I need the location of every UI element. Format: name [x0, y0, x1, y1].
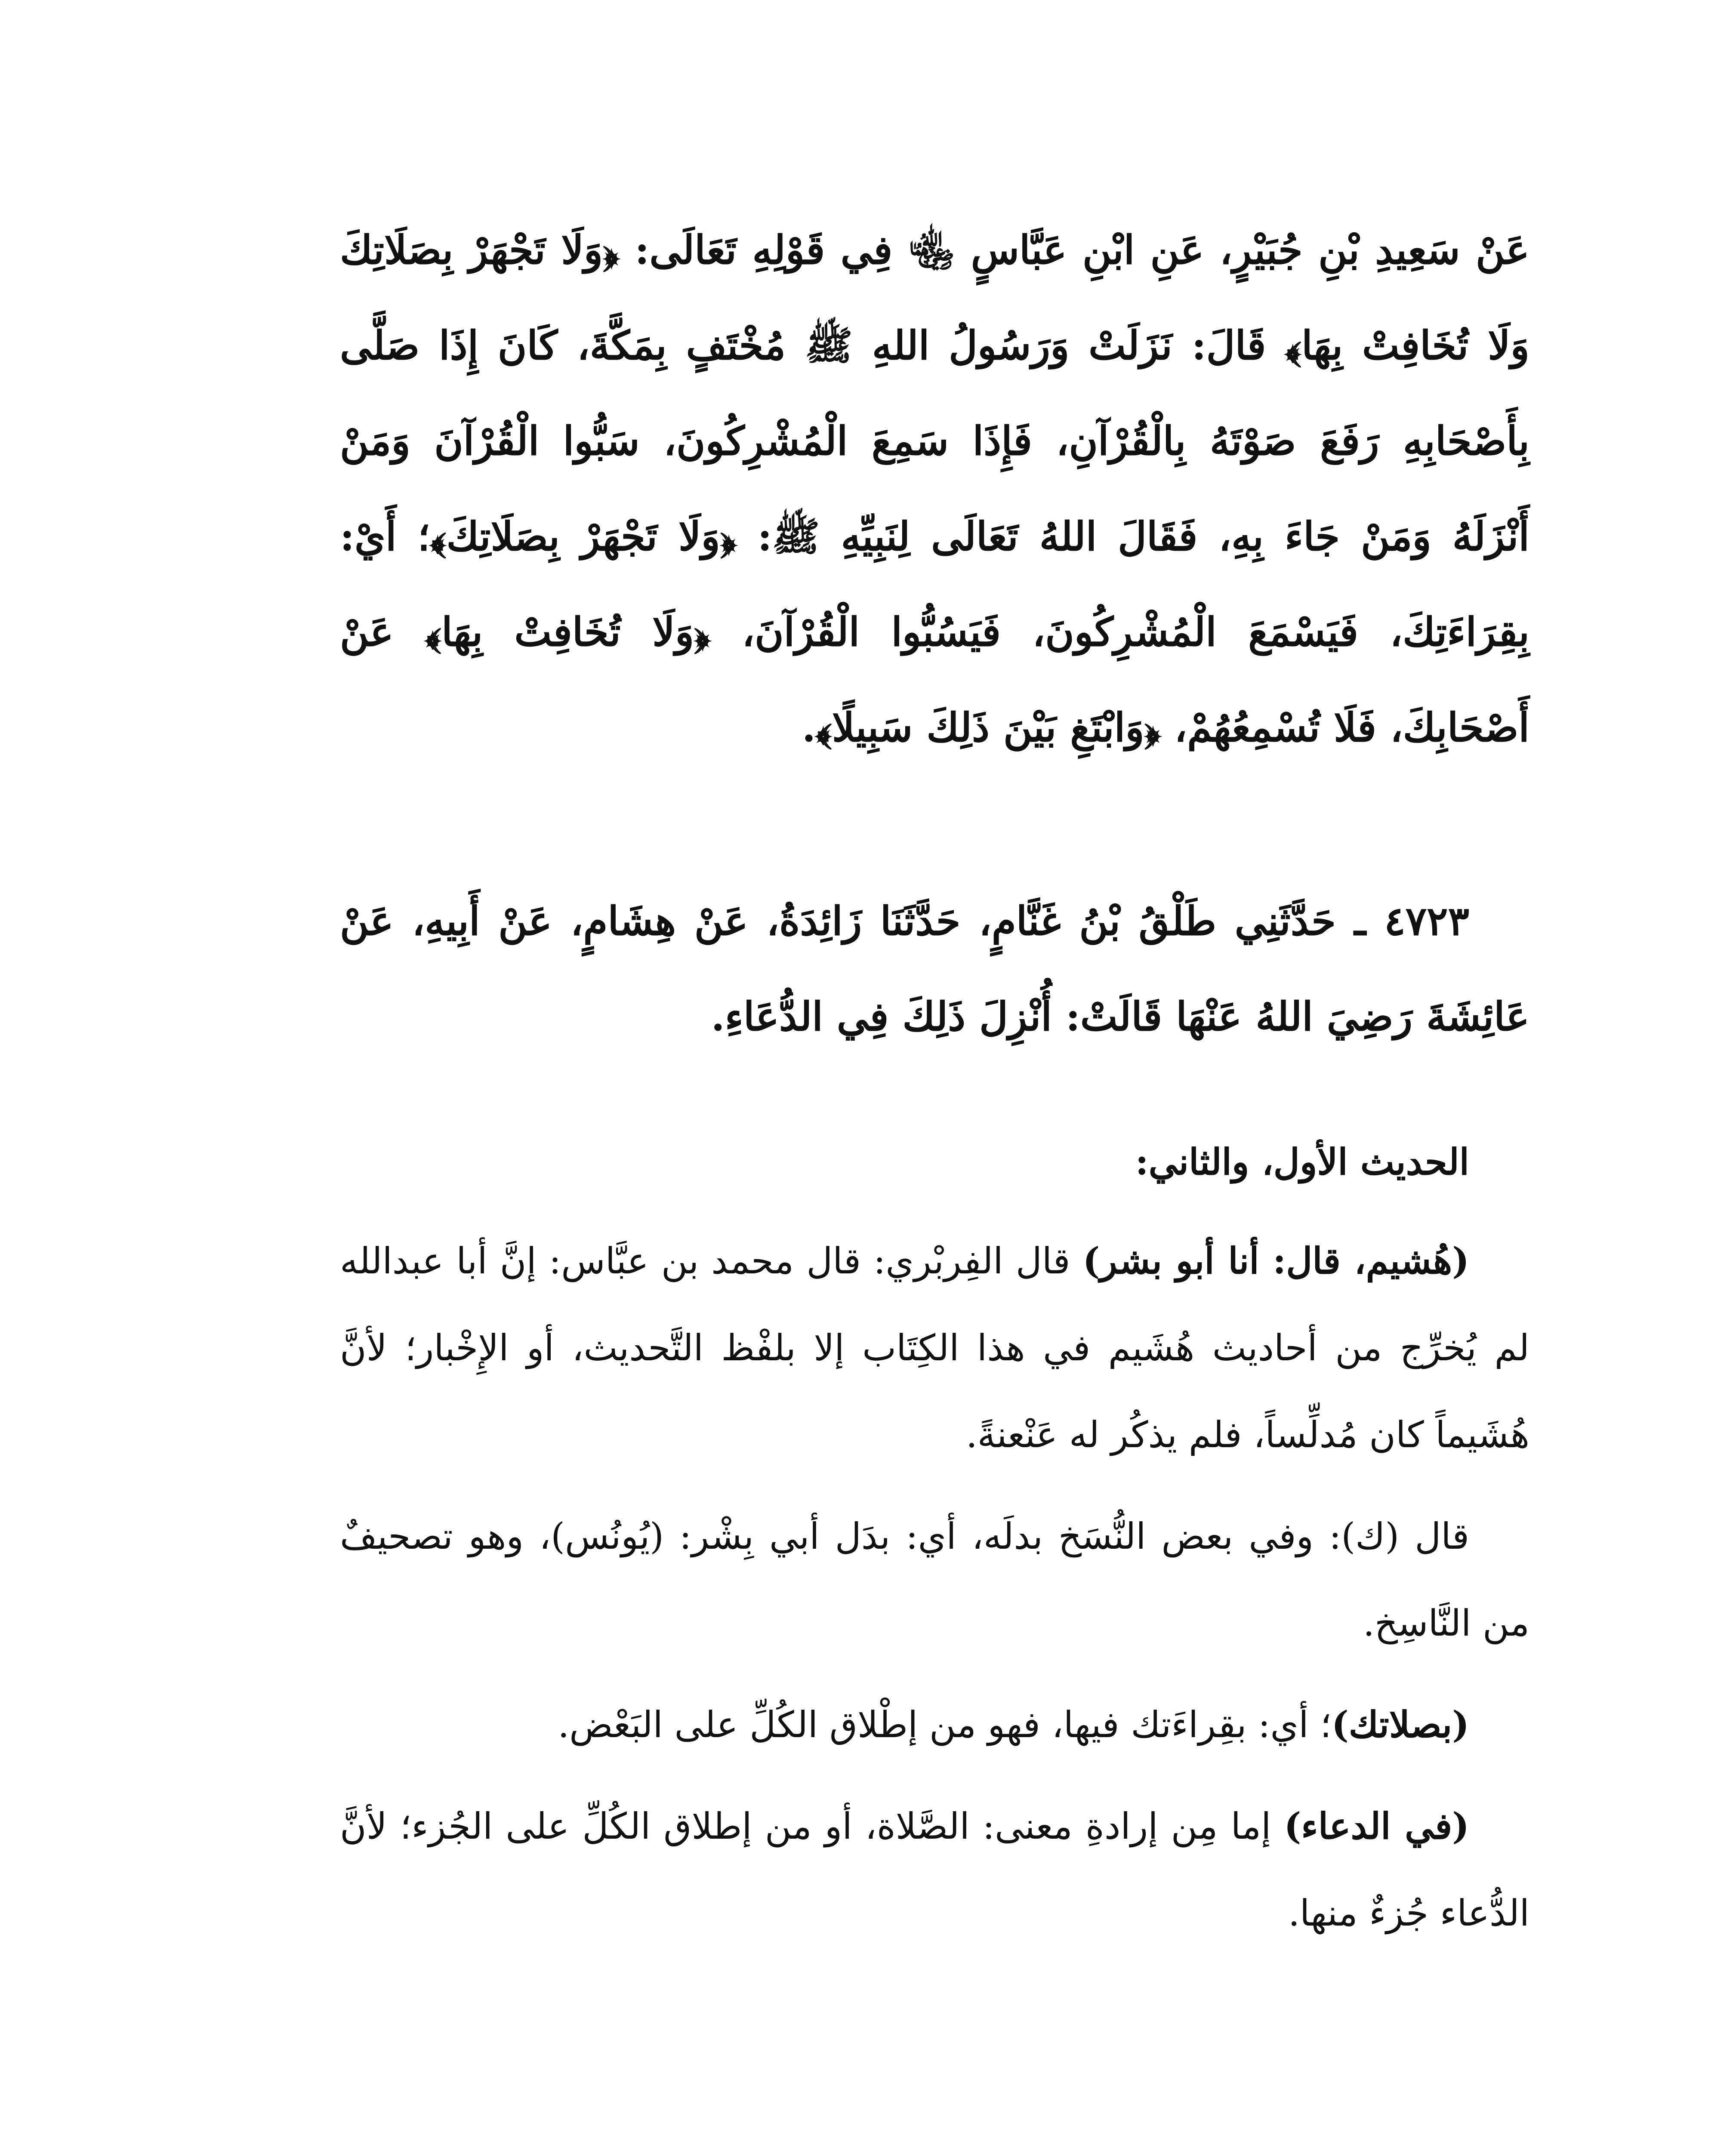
commentary-paragraph-2: قال (ك): وفي بعض النُّسَخ بدلَه، أي: بدَل أبي بِشْر: (يُونُس)، وهو تصحيفٌ من النَّاسِخ. [340, 1515, 1529, 1644]
commentary-paragraph-3-text: ؛ أي: بقِراءَتك فيها، فهو من إطْلاق الكُلِّ على البَعْض. [558, 1704, 1332, 1746]
hadith-4723-text: ٤٧٢٣ ـ حَدَّثَنِي طَلْقُ بْنُ غَنَّامٍ، حَدَّثَنَا زَائِدَةُ، عَنْ هِشَامٍ، عَنْ أَبِيهِ، عَنْ عَائِشَةَ رَضِيَ اللهُ عَنْهَا قَالَتْ: أُنْزِلَ ذَلِكَ فِي الدُّعَاءِ. [340, 898, 1529, 1040]
commentary-paragraph-4-text: إما مِن إرادةِ معنى: الصَّلاة، أو من إطلاق الكُلِّ على الجُزء؛ لأنَّ الدُّعاء جُزءٌ منها. [340, 1805, 1529, 1934]
commentary-paragraph-3-lemma: (بصلاتك) [1331, 1703, 1469, 1746]
commentary-paragraph-1 [340, 1217, 1529, 1478]
commentary-heading: الحديث الأول، والثاني: [1135, 1140, 1469, 1183]
hadith-4722-text: عَنْ سَعِيدِ بْنِ جُبَيْرٍ، عَنِ ابْنِ عَبَّاسٍ ﵄ فِي قَوْلِهِ تَعَالَى: ﴿وَلَا تَجْهَرْ بِصَلَاتِكَ وَلَا تُخَافِتْ بِهَا﴾ قَالَ: نَزَلَتْ وَرَسُولُ اللهِ ﷺ مُخْتَفٍ بِمَكَّةَ، كَانَ إِذَا صَلَّى بِأَصْحَابِهِ رَفَعَ صَوْتَهُ بِالْقُرْآنِ، فَإِذَا سَمِعَ الْمُشْرِكُونَ، سَبُّوا الْقُرْآنَ وَمَنْ أَنْزَلَهُ وَمَنْ جَاءَ بِهِ، فَقَالَ اللهُ تَعَالَى لِنَبِيِّهِ ﷺ: ﴿وَلَا تَجْهَرْ بِصَلَاتِكَ﴾؛ أَيْ: بِقِرَاءَتِكَ، فَيَسْمَعَ الْمُشْرِكُونَ، فَيَسُبُّوا الْقُرْآنَ، ﴿وَلَا تُخَافِتْ بِهَا﴾ عَنْ أَصْحَابِكَ، فَلَا تُسْمِعُهُمْ، ﴿وَابْتَغِ بَيْنَ ذَلِكَ سَبِيلًا﴾. [340, 227, 1529, 751]
commentary-block [340, 1119, 1529, 1971]
commentary-paragraph-4 [340, 1783, 1529, 1957]
commentary-paragraph-1-text: قال الفِربْري: قال محمد بن عبَّاس: إنَّ أبا عبدالله لم يُخرِّج من أحاديث هُشَيم في هذا الكِتَاب إلا بلفْظ التَّحديث، أو الإِخْبار؛ لأنَّ هُشَيماً كان مُدلِّساً، فلم يذكُر له عَنْعنةً. [340, 1240, 1529, 1456]
commentary-paragraph-1-lemma: (هُشيم، قال: أنا أبو بشر) [1082, 1239, 1469, 1282]
commentary-paragraph-4-lemma: (في الدعاء) [1284, 1805, 1469, 1847]
commentary-paragraph-3 [340, 1681, 1529, 1768]
hadith-4723-block [340, 873, 1529, 1064]
hadith-4722-block [340, 202, 1529, 775]
